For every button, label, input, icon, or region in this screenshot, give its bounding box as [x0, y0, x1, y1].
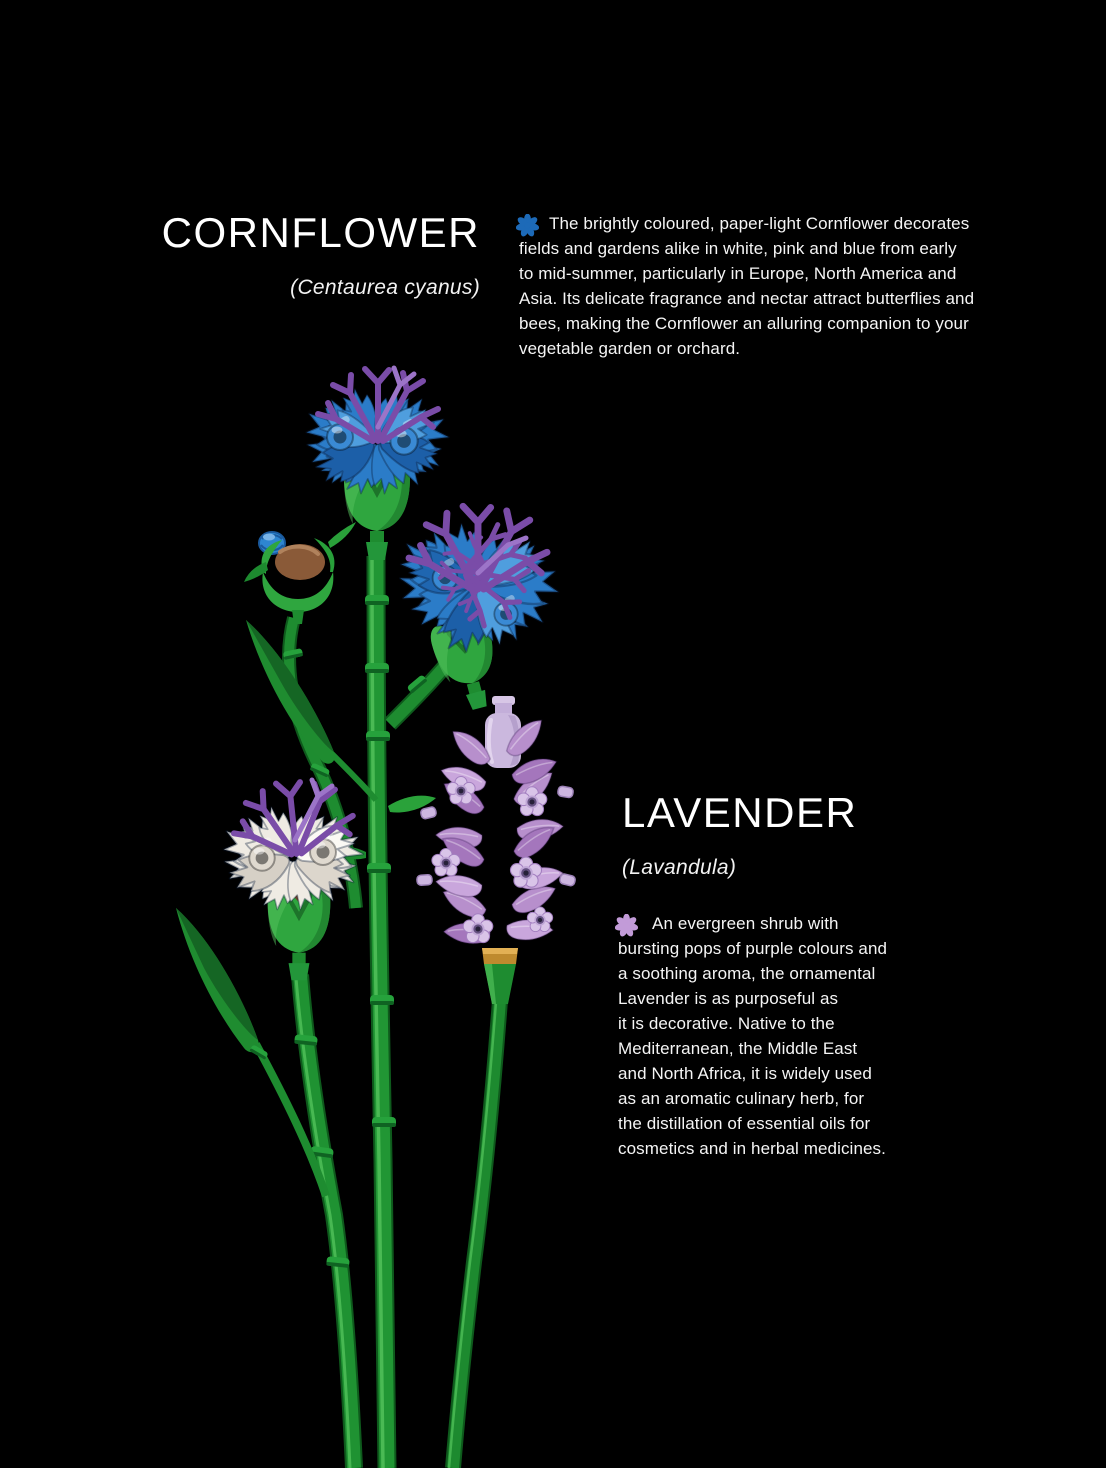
- lavender-title: LAVENDER: [622, 789, 858, 836]
- cornflower-flower-icon: [516, 214, 539, 237]
- cornflower-header: [162, 210, 480, 300]
- text-line: bees, making the Cornflower an alluring companion to your: [519, 314, 969, 333]
- lavender-description: [618, 911, 998, 1161]
- text-line: An evergreen shrub with: [652, 914, 839, 933]
- cornflower-title: CORNFLOWER: [161, 209, 480, 256]
- cornflower-subtitle: (Centaurea cyanus): [290, 276, 480, 300]
- lavender-sprig: [417, 696, 576, 1004]
- text-line: bursting pops of purple colours and: [618, 939, 888, 958]
- text-line: as an aromatic culinary herb, for: [618, 1089, 865, 1108]
- lavender-subtitle: (Lavandula): [622, 856, 737, 880]
- text-line: to mid-summer, particularly in Europe, North America and: [519, 264, 957, 283]
- text-line: Mediterranean, the Middle East: [618, 1039, 858, 1058]
- text-line: cosmetics and in herbal medicines.: [618, 1139, 886, 1158]
- text-line: Lavender is as purposeful as: [618, 989, 839, 1008]
- cornflower-bud: [244, 522, 356, 624]
- text-line: fields and gardens alike in white, pink and blue from early: [519, 239, 957, 258]
- text-line: vegetable garden or orchard.: [519, 339, 741, 358]
- text-line: The brightly coloured, paper-light Cornflower decorates: [549, 214, 970, 233]
- lavender-description-block: [618, 911, 998, 1161]
- lavender-flower-icon: [615, 914, 638, 937]
- stems: [283, 556, 500, 1468]
- cornflower-description: [519, 211, 1039, 361]
- text-line: the distillation of essential oils for: [618, 1114, 871, 1133]
- text-line: and North Africa, it is widely used: [618, 1064, 872, 1083]
- cornflower-white: [219, 776, 365, 980]
- cornflower-blue-top: [301, 368, 450, 560]
- text-line: Asia. Its delicate fragrance and nectar attract butterflies and: [519, 289, 975, 308]
- lavender-header: [622, 790, 857, 880]
- text-line: a soothing aroma, the ornamental: [618, 964, 876, 983]
- text-line: it is decorative. Native to the: [618, 1014, 835, 1033]
- cornflower-description-block: [519, 211, 1039, 361]
